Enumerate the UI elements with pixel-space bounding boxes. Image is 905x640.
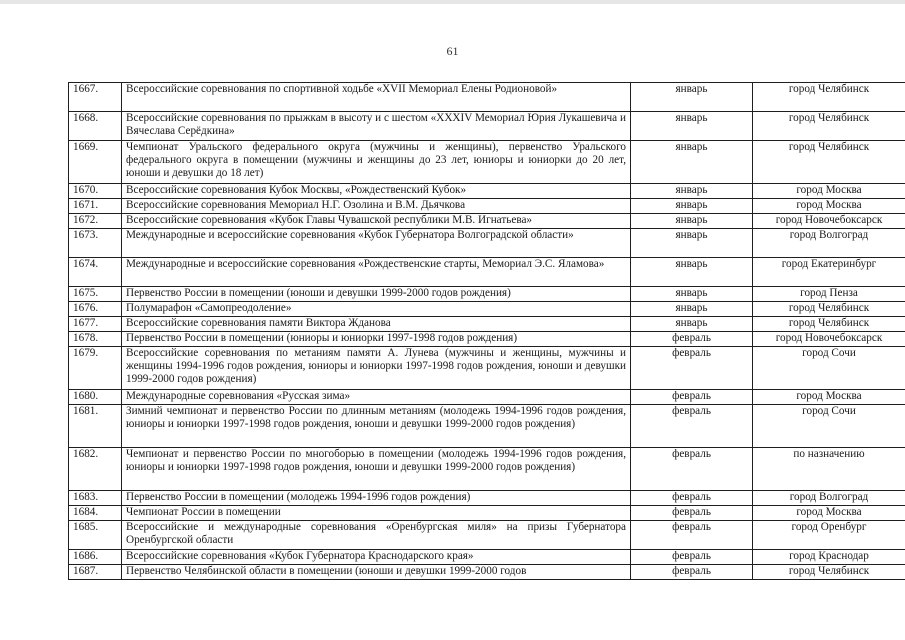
table-row <box>69 199 905 214</box>
row-number-cell: 1676. <box>69 302 122 317</box>
event-name-cell: Всероссийские и международные соревнования «Оренбургская миля» на призы Губернатора Оренбургской области <box>122 521 631 550</box>
row-number-cell: 1669. <box>69 141 122 184</box>
row-number-cell: 1673. <box>69 229 122 258</box>
event-name-cell: Полумарафон «Самопреодоление» <box>122 302 631 317</box>
location-cell: город Новочебоксарск <box>753 214 905 229</box>
table-row <box>69 347 905 390</box>
event-name-cell: Чемпионат и первенство России по многоборью в помещении (молодежь 1994-1996 годов рождения, юниоры и юниорки 1997-1998 годов рождения, юноши и девушки 1999-2000 годов рождения) <box>122 448 631 491</box>
month-cell: январь <box>631 199 753 214</box>
events-table-body <box>69 83 905 580</box>
row-number-cell: 1684. <box>69 506 122 521</box>
location-cell: город Новочебоксарск <box>753 332 905 347</box>
event-name-cell: Международные соревнования «Русская зима» <box>122 390 631 405</box>
location-cell: город Челябинск <box>753 317 905 332</box>
month-cell: февраль <box>631 491 753 506</box>
location-cell: город Москва <box>753 506 905 521</box>
event-name-cell: Всероссийские соревнования по прыжкам в высоту и с шестом «XXXIV Мемориал Юрия Лукашевича и Вячеслава Серёдкина» <box>122 112 631 141</box>
month-cell: февраль <box>631 390 753 405</box>
table-row <box>69 112 905 141</box>
event-name-cell: Всероссийские соревнования Мемориал Н.Г. Озолина и В.М. Дьячкова <box>122 199 631 214</box>
event-name-cell: Всероссийские соревнования «Кубок Губернатора Краснодарского края» <box>122 550 631 565</box>
row-number-cell: 1681. <box>69 405 122 448</box>
location-cell: город Оренбург <box>753 521 905 550</box>
row-number-cell: 1685. <box>69 521 122 550</box>
row-number-cell: 1672. <box>69 214 122 229</box>
event-name-cell: Всероссийские соревнования по метаниям памяти А. Лунева (мужчины и женщины, мужчины и женщины 1994-1996 годов рождения, юниоры и юниорки 1997-1998 годов рождения, юноши и девушки 1999-2000 годов рождения) <box>122 347 631 390</box>
table-row <box>69 287 905 302</box>
location-cell: город Челябинск <box>753 112 905 141</box>
month-cell: январь <box>631 83 753 112</box>
event-name-cell: Международные и всероссийские соревнования «Рождественские старты, Мемориал Э.С. Яламова» <box>122 258 631 287</box>
table-row <box>69 390 905 405</box>
location-cell: город Сочи <box>753 405 905 448</box>
month-cell: январь <box>631 112 753 141</box>
row-number-cell: 1668. <box>69 112 122 141</box>
month-cell: январь <box>631 258 753 287</box>
table-row <box>69 448 905 491</box>
table-row <box>69 317 905 332</box>
location-cell: город Екатеринбург <box>753 258 905 287</box>
location-cell: город Челябинск <box>753 83 905 112</box>
table-row <box>69 214 905 229</box>
events-table <box>68 82 905 580</box>
row-number-cell: 1682. <box>69 448 122 491</box>
table-row <box>69 521 905 550</box>
month-cell: январь <box>631 214 753 229</box>
row-number-cell: 1667. <box>69 83 122 112</box>
event-name-cell: Первенство России в помещении (молодежь 1994-1996 годов рождения) <box>122 491 631 506</box>
month-cell: февраль <box>631 347 753 390</box>
table-row <box>69 302 905 317</box>
event-name-cell: Первенство Челябинской области в помещении (юноши и девушки 1999-2000 годов <box>122 565 631 580</box>
page-number: 61 <box>446 44 459 58</box>
table-row <box>69 550 905 565</box>
month-cell: февраль <box>631 448 753 491</box>
location-cell: по назначению <box>753 448 905 491</box>
location-cell: город Сочи <box>753 347 905 390</box>
month-cell: февраль <box>631 332 753 347</box>
location-cell: город Челябинск <box>753 302 905 317</box>
month-cell: февраль <box>631 506 753 521</box>
event-name-cell: Международные и всероссийские соревнования «Кубок Губернатора Волгоградской области» <box>122 229 631 258</box>
location-cell: город Волгоград <box>753 229 905 258</box>
month-cell: январь <box>631 302 753 317</box>
location-cell: город Пенза <box>753 287 905 302</box>
event-name-cell: Чемпионат Уральского федерального округа (мужчины и женщины), первенство Уральского федерального округа в помещении (мужчины и женщины до 23 лет, юниоры и юниорки до 20 лет, юноши и девушки до 18 лет) <box>122 141 631 184</box>
row-number-cell: 1686. <box>69 550 122 565</box>
table-row <box>69 491 905 506</box>
location-cell: город Москва <box>753 184 905 199</box>
row-number-cell: 1687. <box>69 565 122 580</box>
row-number-cell: 1680. <box>69 390 122 405</box>
scan-edge <box>0 0 905 4</box>
location-cell: город Челябинск <box>753 565 905 580</box>
month-cell: февраль <box>631 405 753 448</box>
row-number-cell: 1677. <box>69 317 122 332</box>
table-row <box>69 141 905 184</box>
table-row <box>69 83 905 112</box>
event-name-cell: Всероссийские соревнования по спортивной ходьбе «XVII Мемориал Елены Родионовой» <box>122 83 631 112</box>
month-cell: февраль <box>631 550 753 565</box>
location-cell: город Челябинск <box>753 141 905 184</box>
table-row <box>69 332 905 347</box>
row-number-cell: 1674. <box>69 258 122 287</box>
event-name-cell: Всероссийские соревнования памяти Виктора Жданова <box>122 317 631 332</box>
table-row <box>69 184 905 199</box>
row-number-cell: 1671. <box>69 199 122 214</box>
location-cell: город Москва <box>753 390 905 405</box>
event-name-cell: Чемпионат России в помещении <box>122 506 631 521</box>
row-number-cell: 1683. <box>69 491 122 506</box>
table-row <box>69 506 905 521</box>
location-cell: город Волгоград <box>753 491 905 506</box>
event-name-cell: Первенство России в помещении (юниоры и юниорки 1997-1998 годов рождения) <box>122 332 631 347</box>
event-name-cell: Первенство России в помещении (юноши и девушки 1999-2000 годов рождения) <box>122 287 631 302</box>
month-cell: январь <box>631 317 753 332</box>
table-row <box>69 258 905 287</box>
row-number-cell: 1670. <box>69 184 122 199</box>
row-number-cell: 1678. <box>69 332 122 347</box>
table-row <box>69 405 905 448</box>
row-number-cell: 1679. <box>69 347 122 390</box>
location-cell: город Москва <box>753 199 905 214</box>
event-name-cell: Зимний чемпионат и первенство России по длинным метаниям (молодежь 1994-1996 годов рождения, юниоры и юниорки 1997-1998 годов рождения, юноши и девушки 1999-2000 годов рождения) <box>122 405 631 448</box>
month-cell: февраль <box>631 565 753 580</box>
event-name-cell: Всероссийские соревнования «Кубок Главы Чувашской республики М.В. Игнатьева» <box>122 214 631 229</box>
month-cell: январь <box>631 287 753 302</box>
location-cell: город Краснодар <box>753 550 905 565</box>
event-name-cell: Всероссийские соревнования Кубок Москвы, «Рождественский Кубок» <box>122 184 631 199</box>
table-row <box>69 565 905 580</box>
month-cell: январь <box>631 184 753 199</box>
table-row <box>69 229 905 258</box>
month-cell: январь <box>631 229 753 258</box>
month-cell: февраль <box>631 521 753 550</box>
month-cell: январь <box>631 141 753 184</box>
row-number-cell: 1675. <box>69 287 122 302</box>
